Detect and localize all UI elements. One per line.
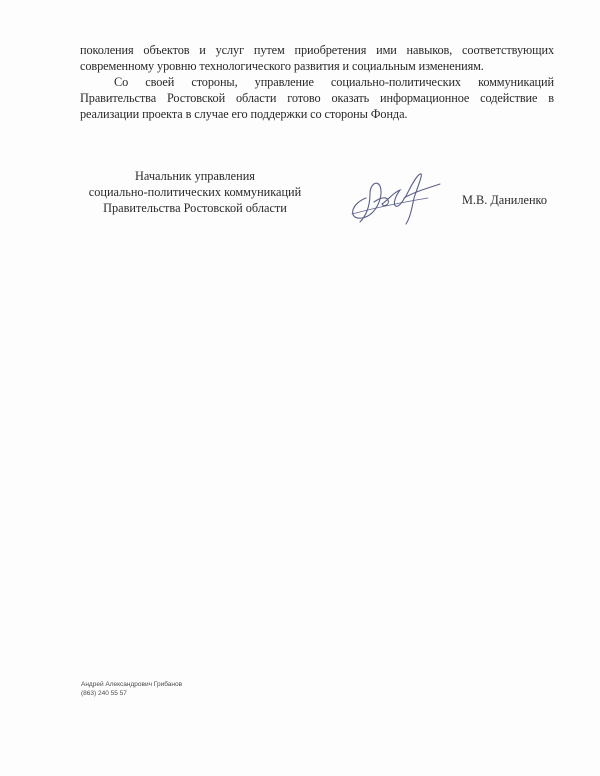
paragraph-1-line-2: современному уровню технологического развития и социальным изменениям. xyxy=(80,59,484,73)
paragraph-1-line-1: поколения объектов и услуг путем приобретения ими навыков, соответствующих xyxy=(80,43,554,57)
executor-phone: (863) 240 55 57 xyxy=(81,690,127,697)
signatory-name: М.В. Даниленко xyxy=(462,193,548,207)
executor-name: Андрей Александрович Грибанов xyxy=(81,681,183,688)
signatory-title xyxy=(80,168,310,216)
paragraph-2-line-3: реализации проекта в случае его поддержки со стороны Фонда. xyxy=(80,107,408,121)
letter-body xyxy=(80,42,554,122)
paragraph-2-line-2: Правительства Ростовской области готово оказать информационное содействие в xyxy=(80,91,554,105)
paragraph-2-line-1: Со своей стороны, управление социально-политических коммуникаций xyxy=(114,75,554,89)
signatory-title-line-1: Начальник управления xyxy=(135,169,255,183)
handwritten-signature-icon xyxy=(344,168,444,228)
signatory-title-line-2: социально-политических коммуникаций xyxy=(88,185,302,199)
executor-footer xyxy=(81,680,182,698)
signatory-title-line-3: Правительства Ростовской области xyxy=(103,201,287,215)
